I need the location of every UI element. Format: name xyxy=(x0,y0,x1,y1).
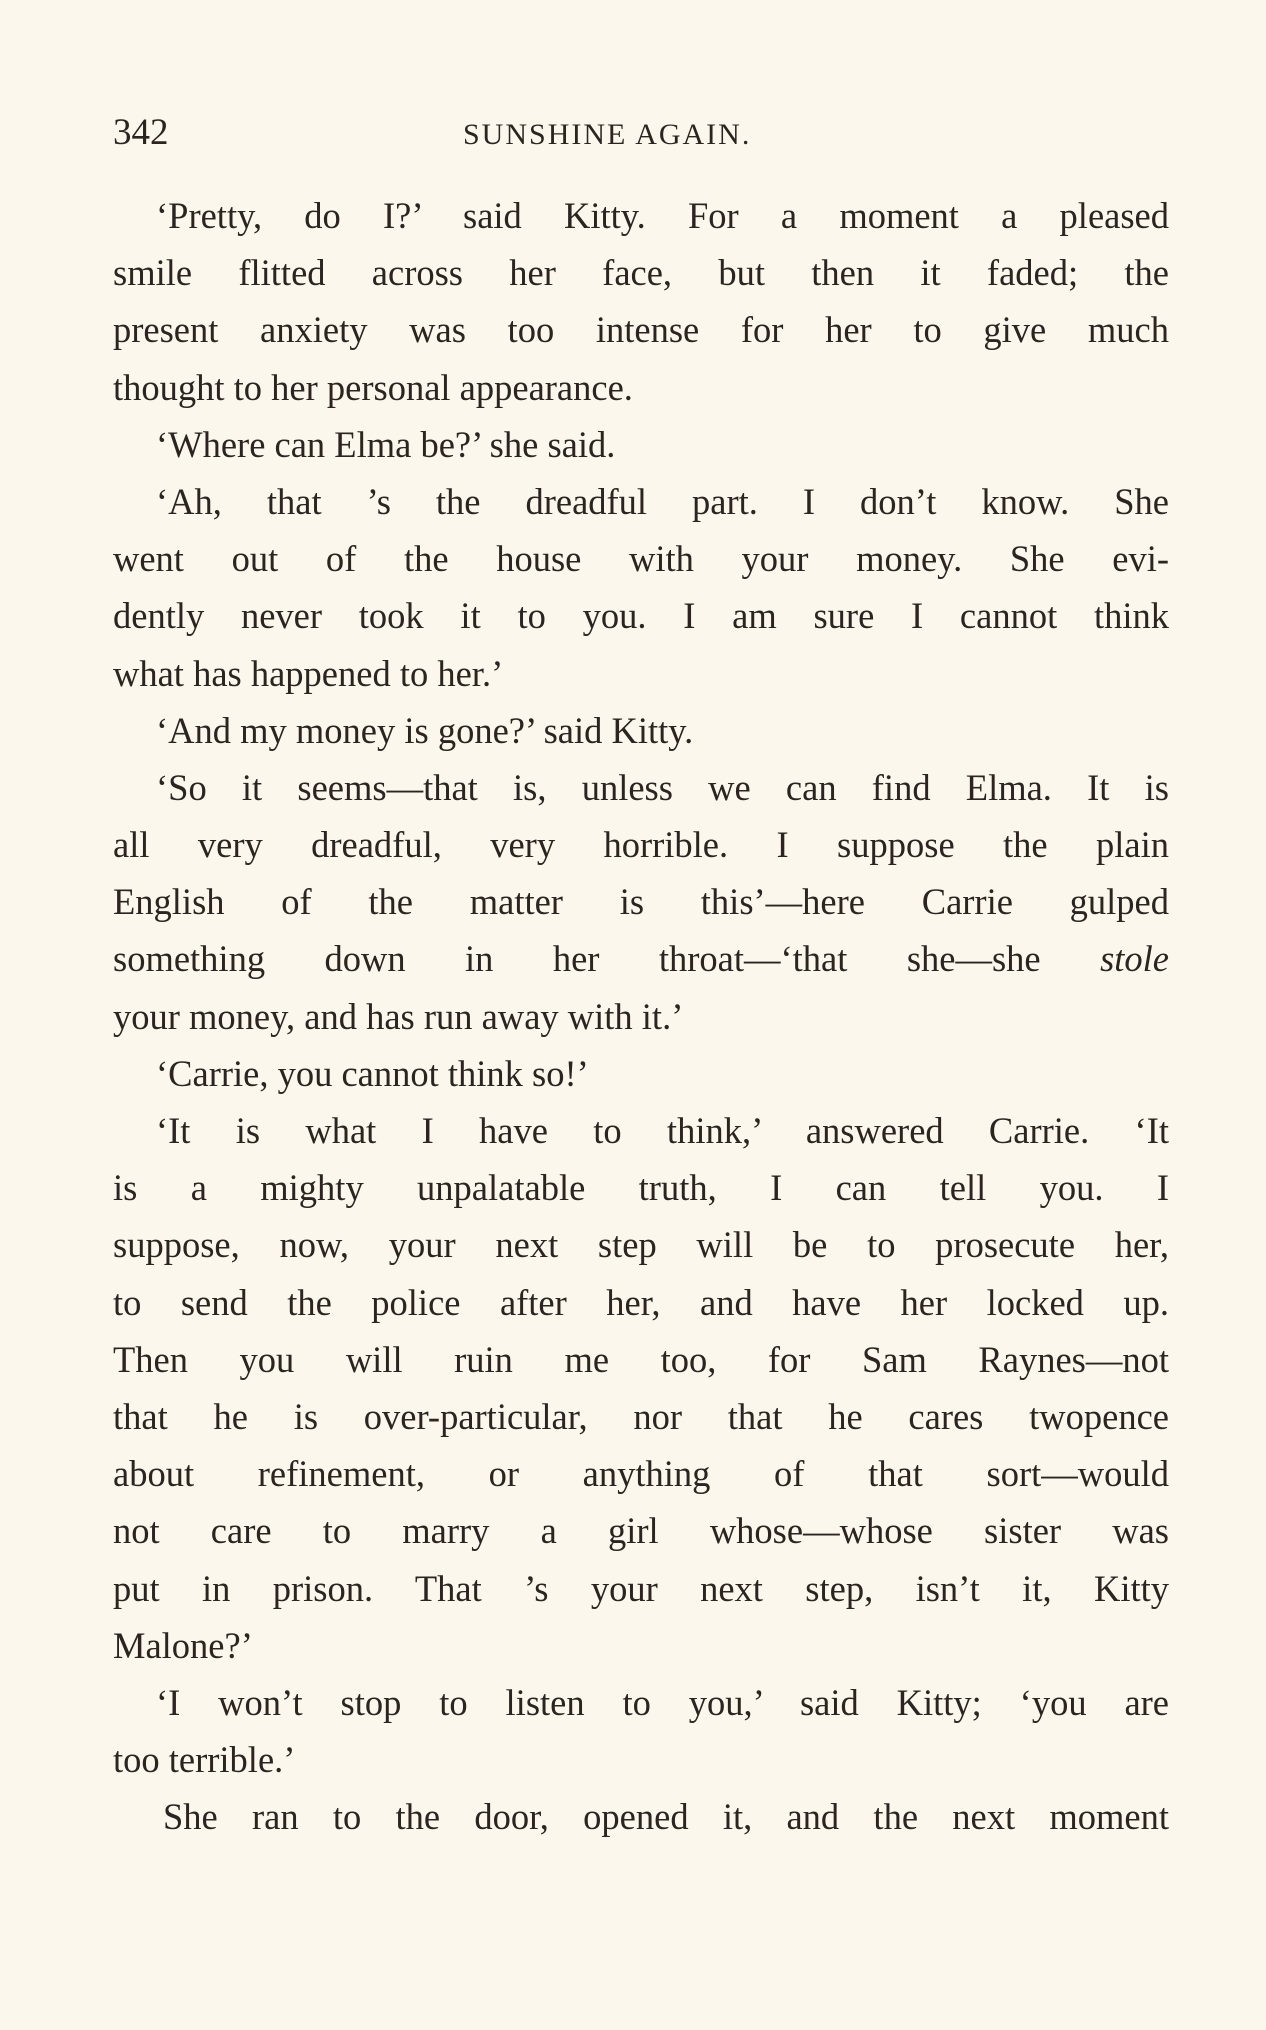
text-line: all very dreadful, very horrible. I suppose the plain xyxy=(113,824,1169,866)
text-line: Then you will ruin me too, for Sam Raynes—not xyxy=(113,1338,1169,1380)
text-line: what has happened to her.’ xyxy=(113,652,504,694)
text-line: ‘Carrie, you cannot think so!’ xyxy=(156,1052,589,1094)
text-line: thought to her personal appearance. xyxy=(113,366,633,408)
text-line: suppose, now, your next step will be to prosecute her, xyxy=(113,1224,1169,1266)
body-text xyxy=(113,187,1169,1845)
italic-word: stole xyxy=(1100,938,1169,980)
text-line: She ran to the door, opened it, and the next moment xyxy=(163,1796,1169,1838)
running-head: SUNSHINE AGAIN. xyxy=(463,118,752,151)
page-header xyxy=(113,108,1169,158)
text-line: ‘It is what I have to think,’ answered Carrie. ‘It xyxy=(156,1110,1169,1151)
text-line: English of the matter is this’—here Carrie gulped xyxy=(113,881,1169,923)
text-line: too terrible.’ xyxy=(113,1739,296,1781)
text-line: went out of the house with your money. She evi- xyxy=(113,538,1169,580)
text-line xyxy=(113,930,1169,987)
text-line: ‘So it seems—that is, unless we can find Elma. It is xyxy=(156,766,1169,808)
text-line: smile flitted across her face, but then it faded; the xyxy=(113,252,1169,294)
text-line: Malone?’ xyxy=(113,1624,253,1666)
text-line: to send the police after her, and have her locked up. xyxy=(113,1281,1169,1323)
text-line: that he is over-particular, nor that he cares twopence xyxy=(113,1395,1169,1437)
text-line: dently never took it to you. I am sure I cannot think xyxy=(113,595,1169,637)
text-line: about refinement, or anything of that sort—would xyxy=(113,1453,1169,1495)
text-line: your money, and has run away with it.’ xyxy=(113,995,684,1037)
text-line: ‘Where can Elma be?’ she said. xyxy=(156,423,616,465)
text-line: ‘And my money is gone?’ said Kitty. xyxy=(156,709,694,751)
text-line: ‘Ah, that ’s the dreadful part. I don’t know. She xyxy=(156,480,1169,522)
text-line: ‘I won’t stop to listen to you,’ said Kitty; ‘you are xyxy=(156,1681,1169,1723)
text-line: present anxiety was too intense for her to give much xyxy=(113,309,1169,351)
text-line: not care to marry a girl whose—whose sister was xyxy=(113,1510,1169,1552)
page-number: 342 xyxy=(113,112,169,153)
text-line: put in prison. That ’s your next step, isn’t it, Kitty xyxy=(113,1567,1169,1609)
text-line: ‘Pretty, do I?’ said Kitty. For a moment a pleased xyxy=(156,195,1169,236)
text-segment: something down in her throat—‘that she—she xyxy=(113,938,1041,980)
text-line: is a mighty unpalatable truth, I can tell you. I xyxy=(113,1167,1169,1209)
